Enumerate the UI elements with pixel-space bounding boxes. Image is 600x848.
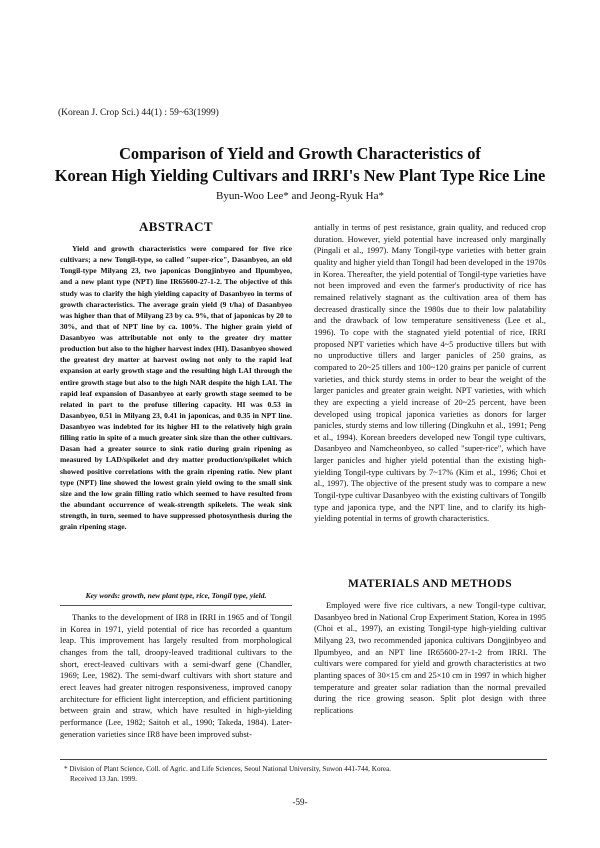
abstract-text: Yield and growth characteristics were compared for five rice cultivars; a new Tongil-type, so called "super-rice", Dasanbyeo, an old Tongil-type Milyang 23, two japonicas Dongjinbyeo and Ilpumbyeo, and a new plant type (NPT) line IR65600-27-1-2. The objective of this study was to clarify the high yielding capacity of Dasanbyeo in terms of growth characteristics. The average grain yield (9 t/ha) of Dasanbyeo was higher than that of Milyang 23 by ca. 9%, that of japonicas by 20 to 30%, and that of NPT line by ca. 100%. The higher grain yield of Dasanbyeo was attributable not only to the greater dry matter production but also to the higher harvest index (HI). Dasanbyeo showed the greatest dry matter at harvest owing not only to the rapid leaf expansion at early growth stage and the resulting high LAI through the entire growth stage but also to the high NAR despite the high LAI. The rapid leaf expansion of Dasanbyeo at early growth stage seemed to be related in part to the profuse tillering capacity. HI was 0.53 in Dasanbyeo, 0.51 in Milyang 23, 0.41 in japonicas, and 0.35 in NPT line. Dasanbyeo was indebted for its higher HI to the relatively high grain filling ratio in spite of a much greater sink size than the other cultivars. Dasan had a greater source to sink ratio during grain ripening as measured by LAD/spikelet and dry matter production/spikelet which showed positive correlations with the grain ripening ratio. New plant type (NPT) line showed the lowest grain yield owing to the small sink size and the low grain filling ratio which seemed to have resulted from the abundant occurrence of weak-strength spikelets. The weak sink strength, in turn, seemed to have suppressed photosynthesis during the grain ripening stage.: [60, 244, 292, 532]
keywords: Key words: growth, new plant type, rice, Tongil type, yield.: [85, 591, 267, 600]
title-line-2: Korean High Yielding Cultivars and IRRI's New Plant Type Rice Line: [54, 166, 546, 185]
methods-text: Employed were five rice cultivars, a new Tongil-type cultivar, Dasanbyeo bred in National Crop Experiment Station, Korea in 1995 (Choi et al., 1997), an existing Tongil-type high-yielding cultivar Milyang 23, two recommended japonica cultivars Dongjinbyeo and Ilpumbyeo, and an NPT line IR65600-27-1-2 from IRRI. The cultivars were compared for yield and growth characteristics at two planting spaces of 30×15 cm and 25×10 cm in 1997 in which higher temperature and greater solar radiation than the normal prevailed during the rice growing season. Split plot design with three replications: [314, 601, 546, 715]
introduction-right-column: antially in terms of pest resistance, grain quality, and reduced crop duration. However, yield potential have increased only marginally (Pingali et al., 1997). Many Tongil-type varieties with better grain quality and higher yield than Tongil had been developed in the 1970s in Korea. Thereafter, the yield potential of Tongil-type varieties have not been improved and even the farmer's productivity of rice has remained relatively stagnant as the cultivation area of them has decreased drastically since the 1980s due to their low palatability and the drawback of low temperature sensitiveness (Lee et al., 1996). To cope with the stagnated yield potential of rice, IRRI proposed NPT varieties which have 4~5 productive tillers but with no unproductive tillers and larger panicles of 250 grains, as compared to 20~25 tillers and 100~120 grains per panicle of current varieties, and thick sturdy stems in order to bear the weight of the larger panicles and greater grain weight. NPT varieties, with which they are expecting a yield increase of 20~25 percent, have been developed using tropical japonica varieties as donors for larger panicles, sturdy stems and low tillering (Dingkuhn et al., 1991; Peng et al., 1994). Korean breeders developed new Tongil type cultivars, Dasanbyeo and Namcheonbyeo, so called "super-rice", which have larger panicles and higher yield potential than the existing high-yielding Tongil-type cultivars by 7~17% (Kim et al., 1996; Choi et al., 1997). The objective of the present study was to compare a new Tongil-type cultivar Dasanbyeo with the existing cultivars of Tongilb type and japonica type, and the NPT line, and to clarify its high-yielding potential in terms of growth characteristics.: [314, 223, 546, 524]
footnote: [64, 764, 544, 784]
page-number: -59-: [292, 797, 308, 807]
footnote-received: Received 13 Jan. 1999.: [70, 775, 137, 783]
paper-title: [40, 143, 560, 187]
footnote-divider: [60, 759, 547, 760]
methods-heading: MATERIALS AND METHODS: [348, 578, 512, 590]
journal-reference: (Korean J. Crop Sci.) 44(1) : 59~63(1999): [58, 108, 219, 118]
footnote-affiliation: * Division of Plant Science, Coll. of Agric. and Life Sciences, Seoul National University, Suwon 441-744, Korea.: [64, 765, 392, 773]
author-list: Byun-Woo Lee* and Jeong-Ryuk Ha*: [216, 190, 384, 202]
keywords-divider: [60, 605, 292, 606]
introduction-left-column: Thanks to the development of IR8 in IRRI in 1965 and of Tongil in Korea in 1971, yield potential of rice has recorded a quantum leap. This improvement has largely resulted from morphological changes from the tall, droopy-leaved traditional cultivars to the short, erect-leaved cultivars with a semi-dwarf gene (Chandler, 1969; Lee, 1982). The semi-dwarf cultivars with short stature and erect leaves had greater nitrogen responsiveness, improved canopy architecture for efficient light interception, and efficient partitioning between grain and straw, which have resulted in high-yielding performance (Lee, 1982; Saitoh et al., 1990; Takeda, 1984). Later-generation varieties since IR8 have been improved subst-: [60, 613, 292, 739]
abstract-heading: ABSTRACT: [139, 219, 213, 234]
title-line-1: Comparison of Yield and Growth Characteristics of: [119, 144, 481, 163]
